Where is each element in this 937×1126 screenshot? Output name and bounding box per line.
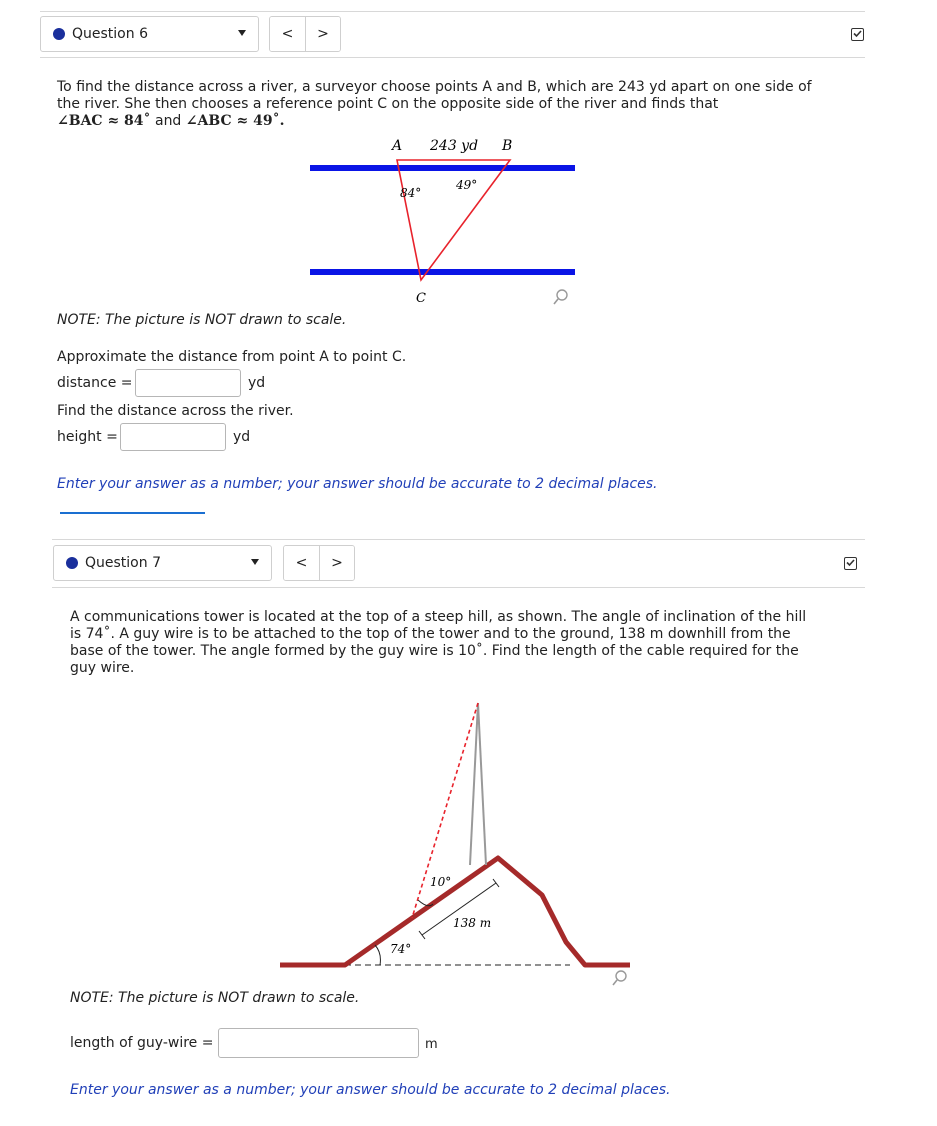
checkbox-icon[interactable] — [851, 28, 864, 41]
conjunction: and — [154, 113, 182, 129]
label-point-b: B — [502, 138, 513, 154]
divider — [40, 11, 865, 12]
answer-hint: Enter your answer as a number; your answer should be accurate to 2 decimal places. — [57, 476, 658, 492]
question-text-line: is 74˚. A guy wire is to be attached to the top of the tower and to the ground, 138 m downhill from the — [70, 626, 791, 642]
next-question-button[interactable]: > — [319, 546, 354, 580]
question-label: Question 6 — [72, 26, 148, 42]
status-dot — [53, 28, 65, 40]
label-distance: 138 m — [453, 916, 492, 930]
question-text — [70, 609, 850, 677]
submit-bar — [60, 512, 205, 514]
math-angle-bac: ∠BAC ≈ 84˚ — [57, 113, 151, 129]
prev-question-button[interactable]: < — [284, 546, 319, 580]
question-text-line: A communications tower is located at the top of a steep hill, as shown. The angle of inclination of the hill — [70, 609, 807, 625]
divider — [52, 587, 865, 588]
label-point-c: C — [416, 291, 426, 306]
label-point-a: A — [392, 138, 403, 154]
dimension-tick — [493, 879, 499, 887]
divider — [40, 57, 865, 58]
figure-note: NOTE: The picture is NOT drawn to scale. — [57, 312, 347, 328]
river-figure — [300, 132, 590, 312]
question-nav — [269, 16, 341, 52]
prompt-distance: Approximate the distance from point A to point C. — [57, 349, 407, 365]
river-bank-top — [310, 165, 575, 171]
label-side-ab: 243 yd — [430, 138, 479, 154]
height-unit: yd — [233, 429, 251, 445]
question-text — [57, 79, 857, 130]
distance-input[interactable] — [135, 369, 241, 397]
divider — [52, 539, 865, 540]
question-text-line: guy wire. — [70, 660, 135, 676]
guy-wire-unit: m — [425, 1037, 438, 1052]
math-angle-abc: ∠ABC ≈ 49˚. — [185, 113, 285, 129]
label-angle-b: 49° — [456, 178, 478, 192]
next-question-button[interactable]: > — [305, 17, 340, 51]
guy-wire-label: length of guy-wire = — [70, 1035, 214, 1051]
tower-figure — [270, 695, 640, 990]
height-input[interactable] — [120, 423, 226, 451]
checkbox-icon[interactable] — [844, 557, 857, 570]
label-angle-hill: 74° — [390, 942, 412, 956]
status-dot — [66, 557, 78, 569]
caret-down-icon — [251, 559, 259, 565]
dimension-tick — [419, 931, 425, 939]
question-text-line — [57, 113, 857, 130]
tower-line — [470, 703, 478, 865]
question-label: Question 7 — [85, 555, 161, 571]
distance-unit: yd — [248, 375, 266, 391]
figure-note: NOTE: The picture is NOT drawn to scale. — [70, 990, 360, 1006]
zoom-icon[interactable] — [554, 290, 567, 304]
caret-down-icon — [238, 30, 246, 36]
question-text-line: To find the distance across a river, a surveyor choose points A and B, which are 243 yd apart on one side of — [57, 79, 812, 95]
question-nav — [283, 545, 355, 581]
answer-hint: Enter your answer as a number; your answer should be accurate to 2 decimal places. — [70, 1082, 671, 1098]
zoom-icon[interactable] — [613, 971, 626, 985]
label-angle-a: 84° — [400, 186, 422, 200]
label-angle-wire: 10° — [430, 875, 452, 889]
guy-wire-input[interactable] — [218, 1028, 419, 1058]
height-label: height = — [57, 429, 118, 445]
question-text-line: base of the tower. The angle formed by the guy wire is 10˚. Find the length of the cable required for the — [70, 643, 799, 659]
triangle-abc — [397, 160, 510, 280]
angle-arc-hill — [375, 945, 380, 965]
question-select[interactable] — [40, 16, 259, 52]
question-text-line: the river. She then chooses a reference point C on the opposite side of the river and finds that — [57, 96, 719, 112]
prev-question-button[interactable]: < — [270, 17, 305, 51]
prompt-height: Find the distance across the river. — [57, 403, 294, 419]
question-select[interactable] — [53, 545, 272, 581]
distance-label: distance = — [57, 375, 133, 391]
tower-line — [478, 703, 486, 865]
river-bank-bottom — [310, 269, 575, 275]
